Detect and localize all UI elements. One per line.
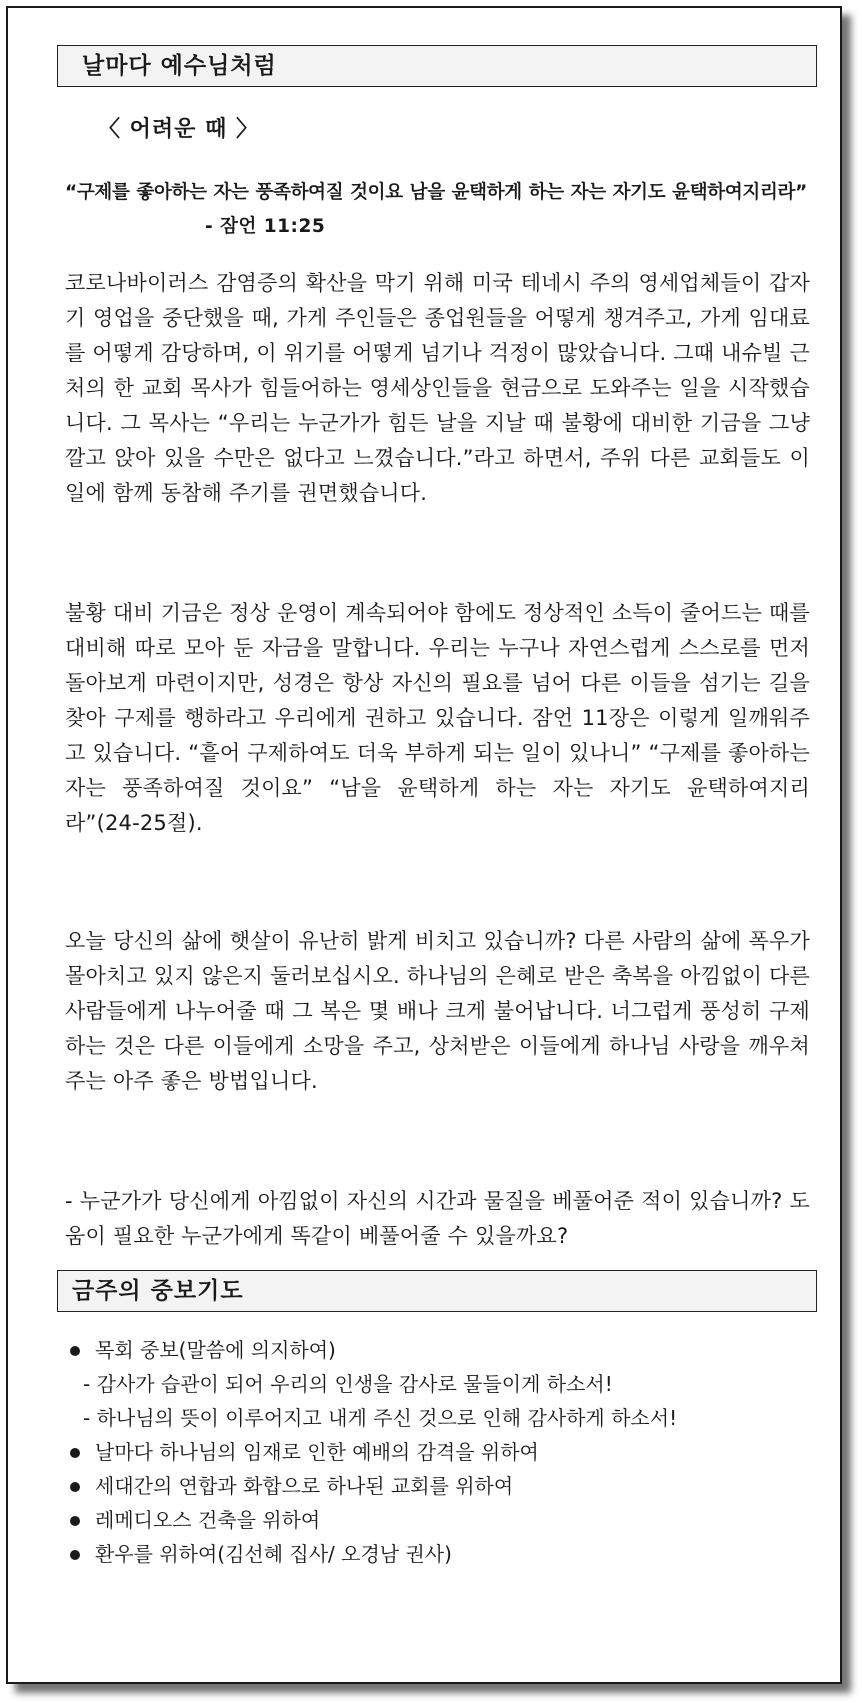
scripture-verse — [65, 176, 807, 244]
prayer-item: 레메디오스 건축을 위하여 — [65, 1503, 810, 1537]
bulletin-page — [6, 6, 842, 1684]
prayer-item: 날마다 하나님의 임재로 인한 예배의 감격을 위하여 — [65, 1435, 810, 1469]
devotional-section-title: 날마다 예수님처럼 — [57, 45, 817, 87]
prayer-subitem: - 감사가 습관이 되어 우리의 인생을 감사로 물들이게 하소서! — [83, 1372, 613, 1396]
devotional-paragraph-1: 코로나바이러스 감염증의 확산을 막기 위해 미국 테네시 주의 영세업체들이 갑자기 영업을 중단했을 때, 가게 주인들은 종업원들을 어떻게 챙겨주고, 가게 임대료를 어떻게 감당하며, 이 위기를 어떻게 넘기나 걱정이 많았습니다. 그때 내슈빌 근처의 한 교회 목사가 힘들어하는 영세상인들을 현금으로 도와주는 일을 시작했습니다. 그 목사는 “우리는 누군가가 힘든 날을 지날 때 불황에 대비한 기금을 그냥 깔고 앉아 있을 수만은 없다고 느꼈습니다.”라고 하면서, 주위 다른 교회들도 이 일에 함께 동참해 주기를 권면했습니다. — [65, 271, 810, 505]
verse-reference: - 잠언 11:25 — [205, 216, 326, 237]
devotional-subtitle: 〈 어려운 때 〉 — [98, 117, 259, 142]
verse-text: “구제를 좋아하는 자는 풍족하여질 것이요 남을 윤택하게 하는 자는 자기도 윤택하여지리라” — [65, 182, 807, 203]
prayer-item: 환우를 위하여(김선혜 집사/ 오경남 권사) — [65, 1537, 810, 1571]
reflection-question: - 누군가가 당신에게 아낌없이 자신의 시간과 물질을 베풀어준 적이 있습니까? 도움이 필요한 누군가에게 똑같이 베풀어줄 수 있을까요? — [65, 1189, 810, 1248]
prayer-item: 목회 중보(말씀에 의지하여) — [65, 1333, 810, 1367]
prayer-list — [65, 1333, 810, 1571]
prayer-item: 세대간의 연합과 화합으로 하나된 교회를 위하여 — [65, 1469, 810, 1503]
prayer-subitem: - 하나님의 뜻이 이루어지고 내게 주신 것으로 인해 감사하게 하소서! — [83, 1406, 678, 1430]
prayer-section-title: 금주의 중보기도 — [57, 1270, 817, 1312]
devotional-paragraph-2: 불황 대비 기금은 정상 운영이 계속되어야 함에도 정상적인 소득이 줄어드는 때를 대비해 따로 모아 둔 자금을 말합니다. 우리는 누구나 자연스럽게 스스로를 먼저 돌아보게 마련이지만, 성경은 항상 자신의 필요를 넘어 다른 이들을 섬기는 길을 찾아 구제를 행하라고 우리에게 권하고 있습니다. 잠언 11장은 이렇게 일깨워주고 있습니다. “흩어 구제하여도 더욱 부하게 되는 일이 있나니” “구제를 좋아하는 자는 풍족하여질 것이요” “남을 윤택하게 하는 자는 자기도 윤택하여지리라”(24-25절). — [65, 601, 810, 835]
devotional-paragraph-3: 오늘 당신의 삶에 햇살이 유난히 밝게 비치고 있습니까? 다른 사람의 삶에 폭우가 몰아치고 있지 않은지 둘러보십시오. 하나님의 은혜로 받은 축복을 아낌없이 다른 사람들에게 나누어줄 때 그 복은 몇 배나 크게 불어납니다. 너그럽게 풍성히 구제하는 것은 다른 이들에게 소망을 주고, 상처받은 이들에게 하나님 사랑을 깨우쳐주는 아주 좋은 방법입니다. — [65, 929, 810, 1093]
